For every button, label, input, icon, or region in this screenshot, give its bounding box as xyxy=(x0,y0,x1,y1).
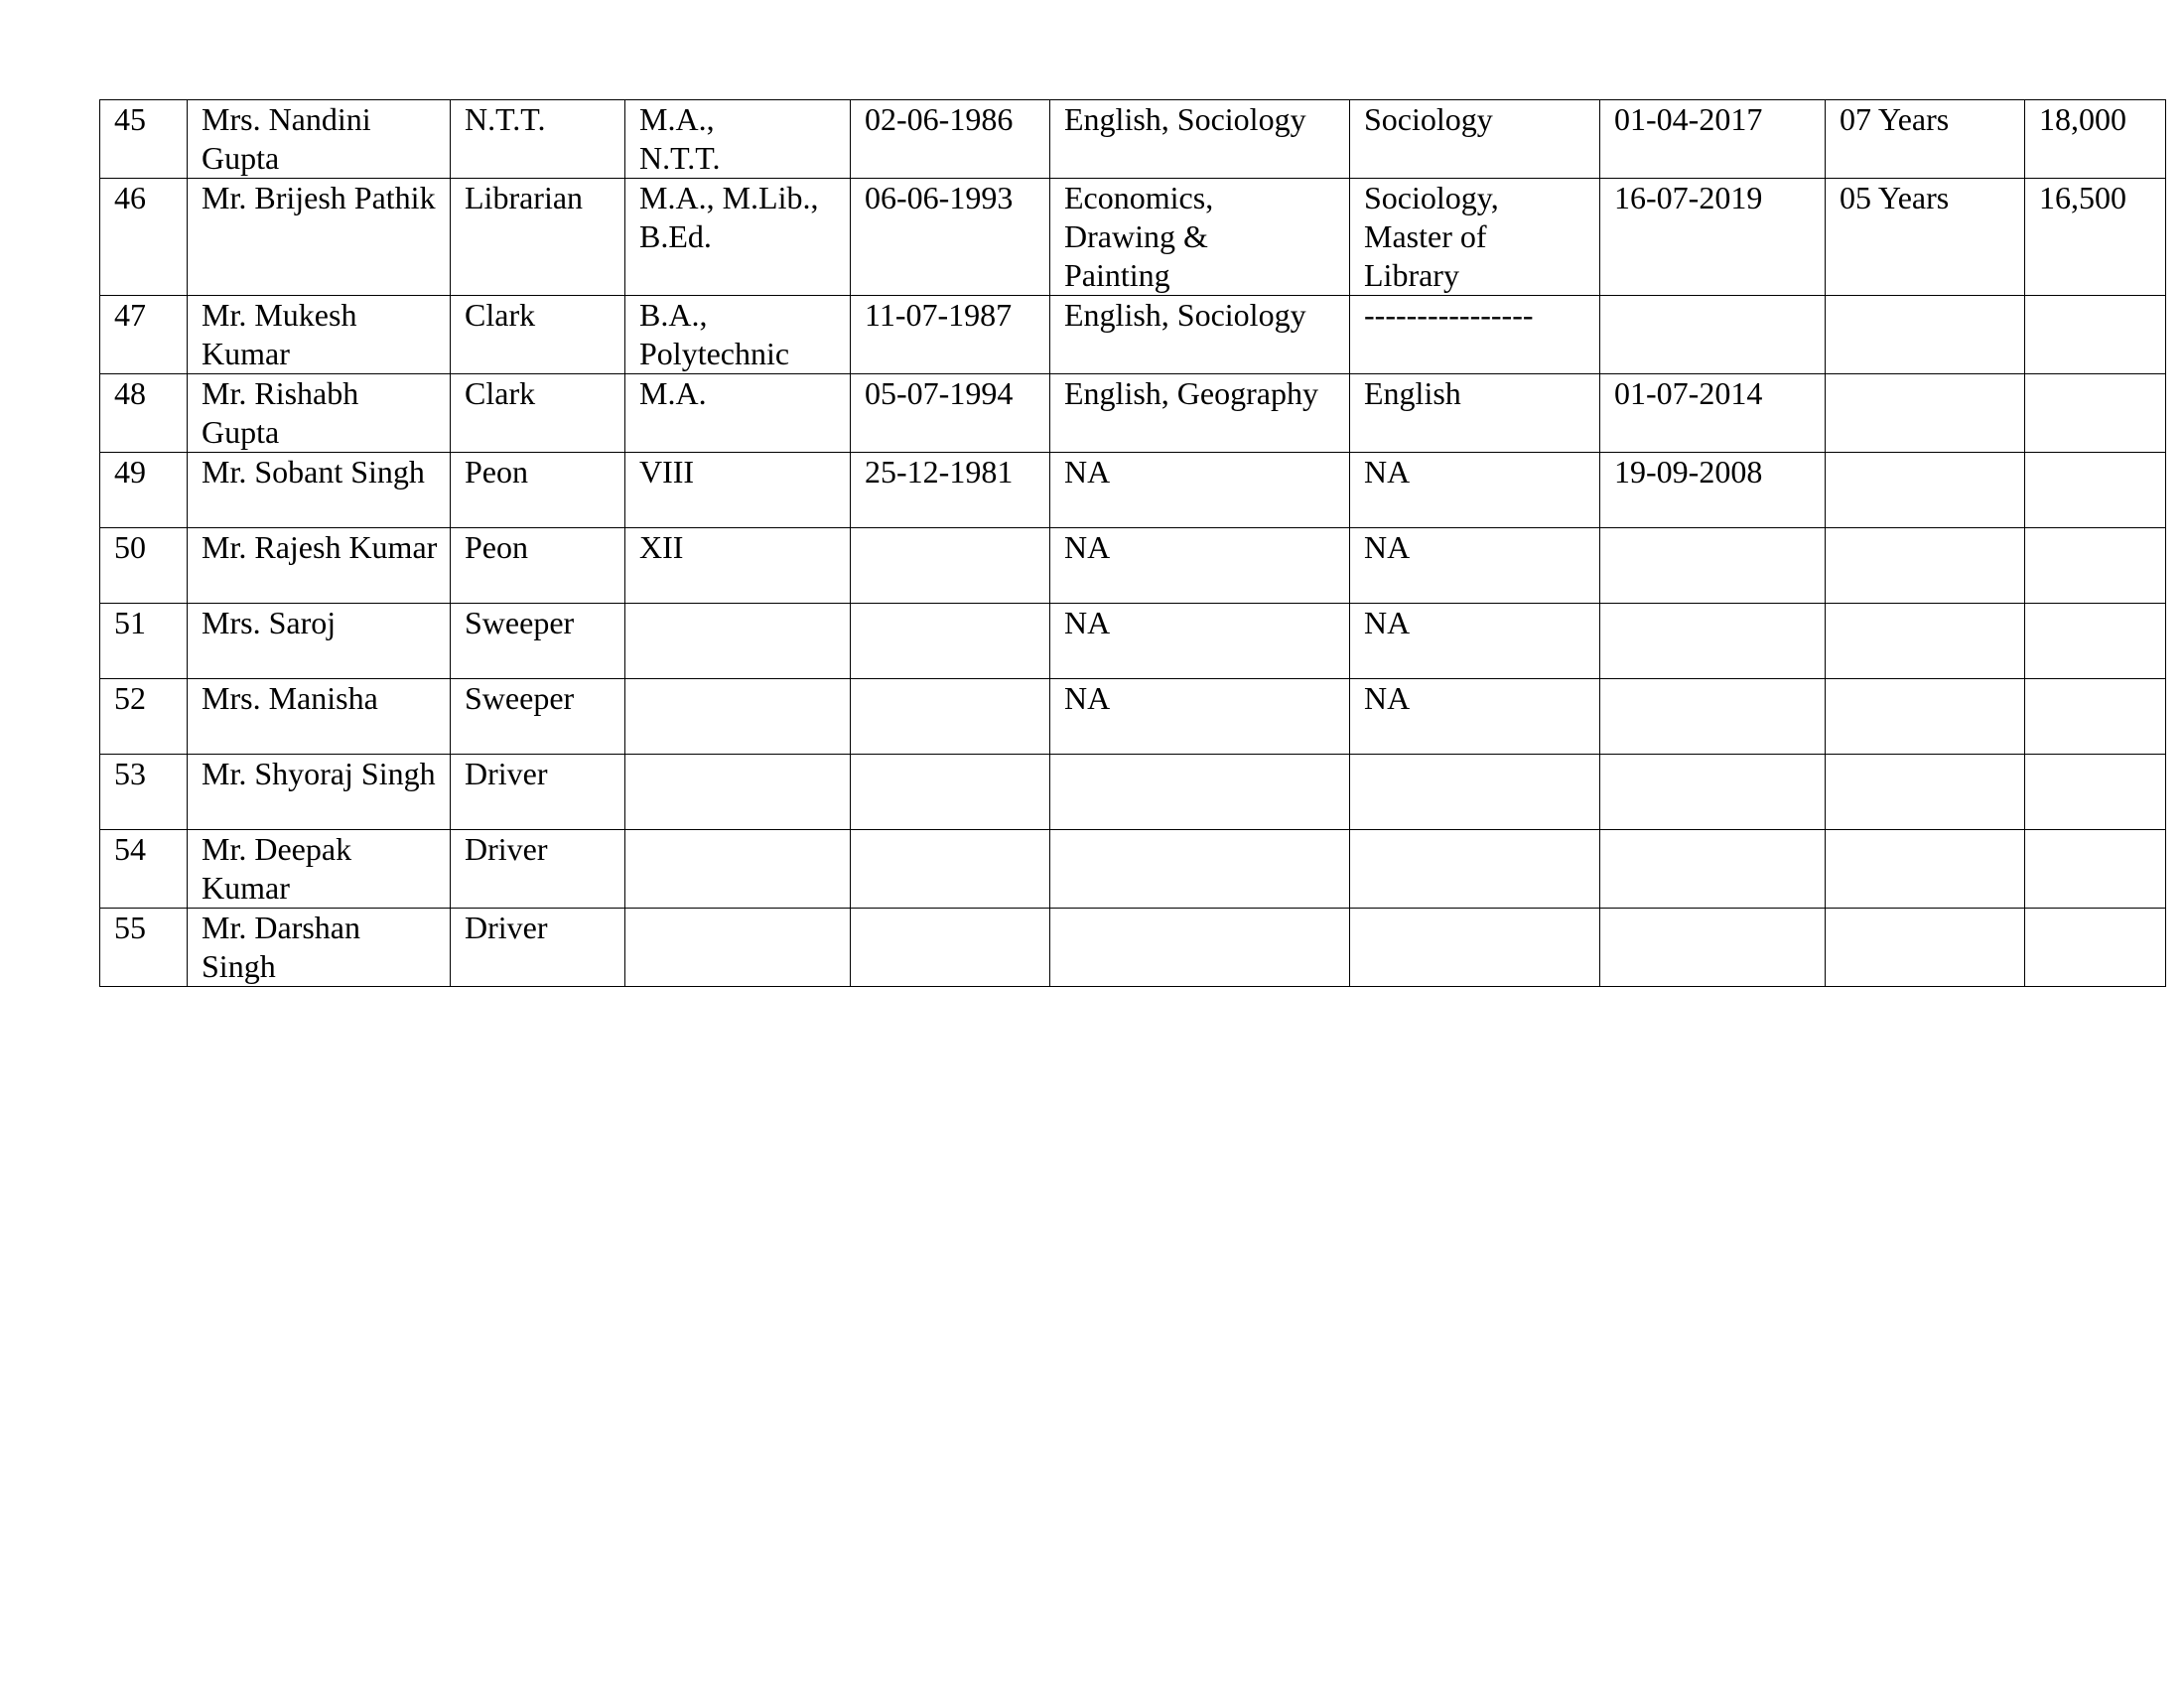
designation-cell: Librarian xyxy=(451,179,625,296)
qualification-cell: XII xyxy=(625,528,851,604)
staff-table-body xyxy=(100,100,2166,987)
serial-number-cell: 49 xyxy=(100,453,188,528)
salary-cell xyxy=(2025,679,2166,755)
salary-cell xyxy=(2025,374,2166,453)
date-of-birth-cell xyxy=(851,755,1050,830)
salary-cell: 16,500 xyxy=(2025,179,2166,296)
table-row xyxy=(100,909,2166,987)
table-row xyxy=(100,679,2166,755)
experience-cell xyxy=(1826,453,2025,528)
specialization-cell: ---------------- xyxy=(1350,296,1600,374)
table-row xyxy=(100,374,2166,453)
joining-date-cell: 01-07-2014 xyxy=(1600,374,1826,453)
experience-cell xyxy=(1826,679,2025,755)
designation-cell: Clark xyxy=(451,296,625,374)
name-cell: Mr. Deepak Kumar xyxy=(188,830,451,909)
salary-cell xyxy=(2025,909,2166,987)
experience-cell xyxy=(1826,755,2025,830)
name-cell: Mr. Sobant Singh xyxy=(188,453,451,528)
joining-date-cell xyxy=(1600,679,1826,755)
table-row xyxy=(100,453,2166,528)
subjects-cell xyxy=(1050,755,1350,830)
date-of-birth-cell xyxy=(851,830,1050,909)
specialization-cell: NA xyxy=(1350,604,1600,679)
name-cell: Mrs. Saroj xyxy=(188,604,451,679)
serial-number-cell: 52 xyxy=(100,679,188,755)
experience-cell xyxy=(1826,830,2025,909)
experience-cell xyxy=(1826,296,2025,374)
serial-number-cell: 50 xyxy=(100,528,188,604)
salary-cell xyxy=(2025,755,2166,830)
serial-number-cell: 45 xyxy=(100,100,188,179)
serial-number-cell: 48 xyxy=(100,374,188,453)
subjects-cell: NA xyxy=(1050,679,1350,755)
designation-cell: Sweeper xyxy=(451,679,625,755)
date-of-birth-cell xyxy=(851,604,1050,679)
qualification-cell xyxy=(625,909,851,987)
joining-date-cell: 19-09-2008 xyxy=(1600,453,1826,528)
serial-number-cell: 51 xyxy=(100,604,188,679)
experience-cell: 07 Years xyxy=(1826,100,2025,179)
date-of-birth-cell: 25-12-1981 xyxy=(851,453,1050,528)
date-of-birth-cell xyxy=(851,909,1050,987)
specialization-cell: NA xyxy=(1350,528,1600,604)
table-row xyxy=(100,179,2166,296)
date-of-birth-cell: 02-06-1986 xyxy=(851,100,1050,179)
subjects-cell xyxy=(1050,909,1350,987)
qualification-cell xyxy=(625,604,851,679)
specialization-cell xyxy=(1350,909,1600,987)
qualification-cell: M.A., N.T.T. xyxy=(625,100,851,179)
salary-cell xyxy=(2025,453,2166,528)
name-cell: Mr. Mukesh Kumar xyxy=(188,296,451,374)
specialization-cell: NA xyxy=(1350,453,1600,528)
date-of-birth-cell xyxy=(851,679,1050,755)
joining-date-cell xyxy=(1600,909,1826,987)
serial-number-cell: 46 xyxy=(100,179,188,296)
experience-cell xyxy=(1826,604,2025,679)
joining-date-cell xyxy=(1600,755,1826,830)
qualification-cell: M.A. xyxy=(625,374,851,453)
joining-date-cell xyxy=(1600,528,1826,604)
experience-cell xyxy=(1826,374,2025,453)
designation-cell: Driver xyxy=(451,830,625,909)
serial-number-cell: 54 xyxy=(100,830,188,909)
joining-date-cell xyxy=(1600,296,1826,374)
subjects-cell: Economics, Drawing & Painting xyxy=(1050,179,1350,296)
name-cell: Mr. Rajesh Kumar xyxy=(188,528,451,604)
subjects-cell: NA xyxy=(1050,604,1350,679)
table-row xyxy=(100,100,2166,179)
subjects-cell: English, Geography xyxy=(1050,374,1350,453)
qualification-cell xyxy=(625,755,851,830)
staff-table xyxy=(99,99,2166,987)
specialization-cell: NA xyxy=(1350,679,1600,755)
subjects-cell: English, Sociology xyxy=(1050,100,1350,179)
specialization-cell: Sociology, Master of Library xyxy=(1350,179,1600,296)
specialization-cell: Sociology xyxy=(1350,100,1600,179)
table-row xyxy=(100,296,2166,374)
joining-date-cell: 16-07-2019 xyxy=(1600,179,1826,296)
designation-cell: Peon xyxy=(451,453,625,528)
experience-cell: 05 Years xyxy=(1826,179,2025,296)
qualification-cell: B.A., Polytechnic xyxy=(625,296,851,374)
joining-date-cell xyxy=(1600,604,1826,679)
designation-cell: Driver xyxy=(451,909,625,987)
table-row xyxy=(100,755,2166,830)
name-cell: Mr. Rishabh Gupta xyxy=(188,374,451,453)
joining-date-cell xyxy=(1600,830,1826,909)
qualification-cell: M.A., M.Lib., B.Ed. xyxy=(625,179,851,296)
table-row xyxy=(100,604,2166,679)
name-cell: Mrs. Manisha xyxy=(188,679,451,755)
serial-number-cell: 47 xyxy=(100,296,188,374)
salary-cell xyxy=(2025,604,2166,679)
name-cell: Mrs. Nandini Gupta xyxy=(188,100,451,179)
designation-cell: Clark xyxy=(451,374,625,453)
designation-cell: Sweeper xyxy=(451,604,625,679)
joining-date-cell: 01-04-2017 xyxy=(1600,100,1826,179)
salary-cell xyxy=(2025,296,2166,374)
subjects-cell: NA xyxy=(1050,453,1350,528)
salary-cell xyxy=(2025,830,2166,909)
date-of-birth-cell: 06-06-1993 xyxy=(851,179,1050,296)
date-of-birth-cell xyxy=(851,528,1050,604)
qualification-cell xyxy=(625,830,851,909)
specialization-cell xyxy=(1350,755,1600,830)
subjects-cell xyxy=(1050,830,1350,909)
date-of-birth-cell: 11-07-1987 xyxy=(851,296,1050,374)
experience-cell xyxy=(1826,528,2025,604)
serial-number-cell: 53 xyxy=(100,755,188,830)
name-cell: Mr. Shyoraj Singh xyxy=(188,755,451,830)
specialization-cell xyxy=(1350,830,1600,909)
subjects-cell: English, Sociology xyxy=(1050,296,1350,374)
table-row xyxy=(100,528,2166,604)
experience-cell xyxy=(1826,909,2025,987)
salary-cell: 18,000 xyxy=(2025,100,2166,179)
qualification-cell: VIII xyxy=(625,453,851,528)
specialization-cell: English xyxy=(1350,374,1600,453)
name-cell: Mr. Darshan Singh xyxy=(188,909,451,987)
serial-number-cell: 55 xyxy=(100,909,188,987)
designation-cell: N.T.T. xyxy=(451,100,625,179)
subjects-cell: NA xyxy=(1050,528,1350,604)
qualification-cell xyxy=(625,679,851,755)
salary-cell xyxy=(2025,528,2166,604)
designation-cell: Driver xyxy=(451,755,625,830)
date-of-birth-cell: 05-07-1994 xyxy=(851,374,1050,453)
designation-cell: Peon xyxy=(451,528,625,604)
table-row xyxy=(100,830,2166,909)
name-cell: Mr. Brijesh Pathik xyxy=(188,179,451,296)
